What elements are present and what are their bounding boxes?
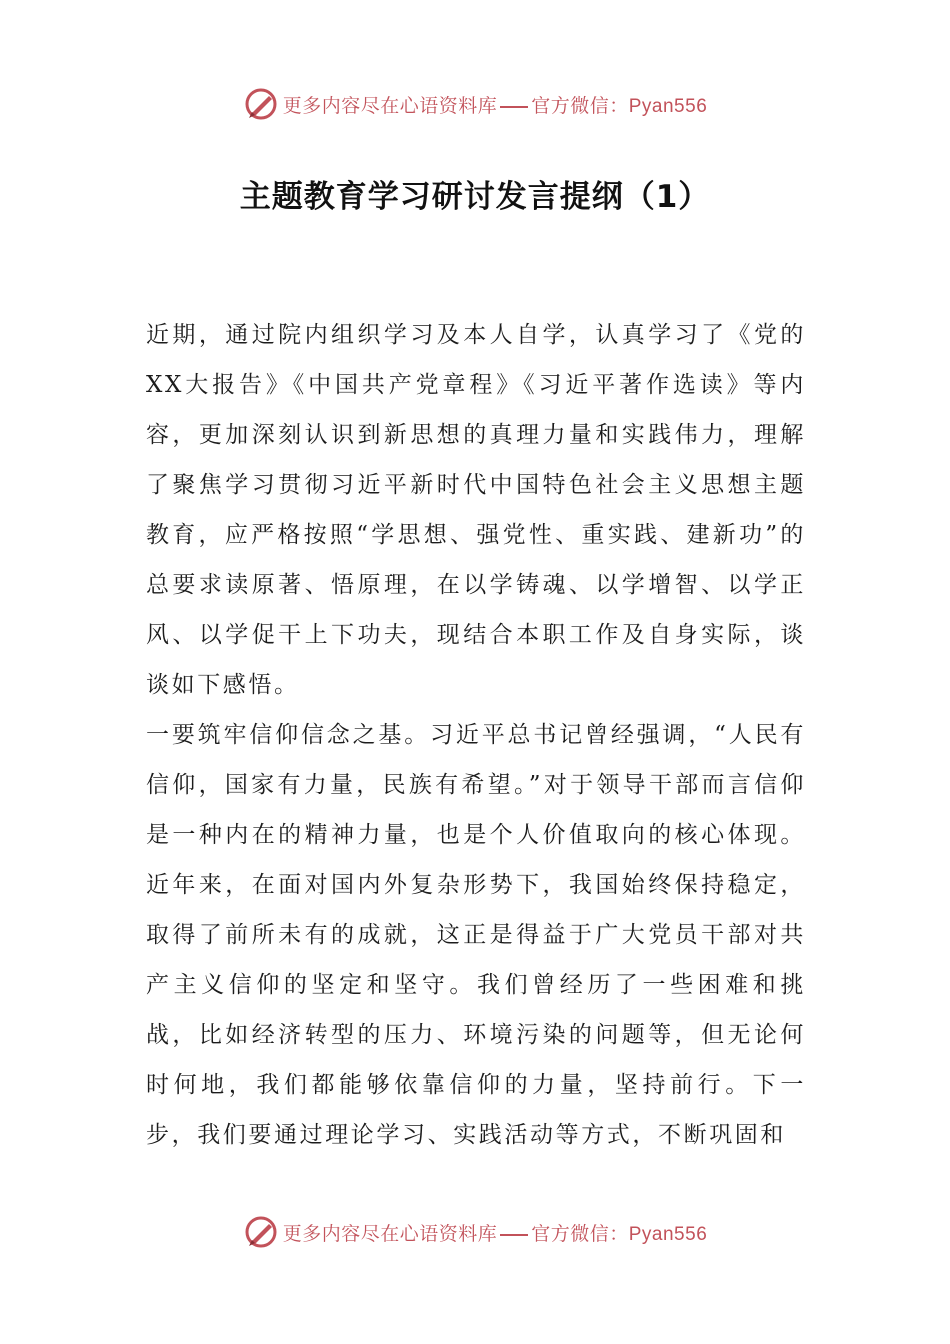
document-title: 主题教育学习研讨发言提纲（1） <box>239 179 711 215</box>
document-body <box>146 310 806 1160</box>
paragraph-intro: 近期，通过院内组织学习及本人自学，认真学习了《党的XX大报告》《中国共产党章程》《习近平著作选读》等内容，更加深刻认识到新思想的真理力量和实践伟力，理解了聚焦学习贯彻习近平新时代中国特色社会主义思想主题教育，应严格按照“学思想、强党性、重实践、建新功”的总要求读原著、悟原理，在以学铸魂、以学增智、以学正风、以学促干上下功夫，现结合本职工作及自身实际，谈谈如下感悟。 <box>146 322 806 698</box>
banner-dash <box>500 1234 528 1236</box>
banner-text <box>283 1219 708 1246</box>
footer-banner <box>0 1212 950 1252</box>
banner-wechat-id: Pyan556 <box>628 95 708 117</box>
header-banner <box>0 84 950 124</box>
banner-dash <box>500 106 528 108</box>
banner-slogan: 更多内容尽在心语资料库 <box>282 94 498 117</box>
banner-slogan: 更多内容尽在心语资料库 <box>282 1222 498 1245</box>
banner-text <box>283 91 708 118</box>
pen-logo-icon <box>243 86 279 122</box>
banner-wechat-label: 官方微信： <box>531 1222 629 1245</box>
banner-wechat-id: Pyan556 <box>628 1223 708 1245</box>
banner-wechat-label: 官方微信： <box>531 94 629 117</box>
paragraph-point-one: 一要筑牢信仰信念之基。习近平总书记曾经强调，“人民有信仰，国家有力量，民族有希望。”对于领导干部而言信仰是一种内在的精神力量，也是个人价值取向的核心体现。近年来，在面对国内外复杂形势下，我国始终保持稳定，取得了前所未有的成就，这正是得益于广大党员干部对共产主义信仰的坚定和坚守。我们曾经历了一些困难和挑战，比如经济转型的压力、环境污染的问题等，但无论何时何地，我们都能够依靠信仰的力量，坚持前行。下一步，我们要通过理论学习、实践活动等方式，不断巩固和 <box>146 722 806 1148</box>
pen-logo-icon <box>243 1214 279 1250</box>
